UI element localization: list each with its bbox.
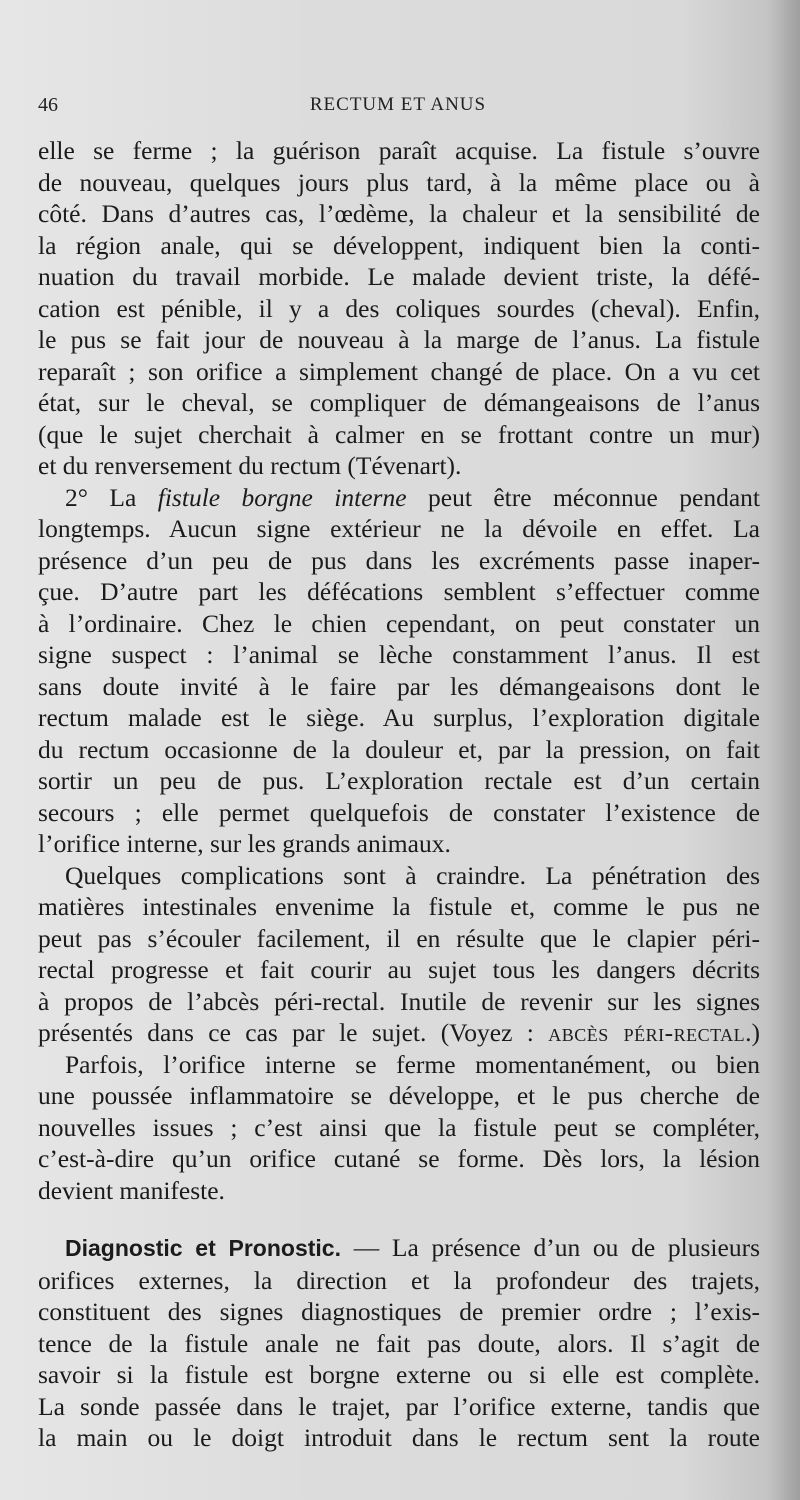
text-line: Parfois, l’orifice interne se ferme momentanément, ou bien — [65, 1049, 760, 1079]
text-line: Quelques complications sont à craindre. La pénétration des — [65, 860, 760, 890]
text-line: peut pas s’écouler facilement, il en résulte que le clapier péri- — [38, 923, 760, 953]
text-line: nouvelles issues ; c’est ainsi que la fistule peut se compléter, — [38, 1112, 760, 1142]
text-line: présence d’un peu de pus dans les excréments passe inaper- — [38, 545, 760, 575]
page-header — [38, 94, 758, 124]
text-line: La sonde passée dans le trajet, par l’orifice externe, tandis que — [38, 1391, 760, 1421]
text-line: c’est-à-dire qu’un orifice cutané se forme. Dès lors, la lésion — [38, 1144, 760, 1173]
list-number: 2° La — [65, 482, 158, 512]
text-line: secours ; elle permet quelquefois de constater l’existence de — [38, 797, 760, 827]
text-line — [38, 482, 760, 514]
text-line: rectal progresse et fait courir au sujet tous les dangers décrits — [38, 955, 760, 984]
text-line: orifices externes, la direction et la profondeur des trajets, — [38, 1265, 760, 1295]
text-line: la région anale, qui se développent, indiquent bien la conti- — [38, 230, 760, 260]
text-line: nuation du travail morbide. Le malade devient triste, la défé- — [38, 262, 760, 291]
text-line: rectum malade est le siège. Au surplus, l’exploration digitale — [38, 703, 760, 732]
text-line — [38, 1017, 760, 1049]
text-span: présentés dans ce cas par le sujet. (Voyez : — [38, 1018, 549, 1047]
text-line: à propos de l’abcès péri-rectal. Inutile de revenir sur les signes — [38, 986, 760, 1016]
text-line: signe suspect : l’animal se lèche constamment l’anus. Il est — [38, 640, 760, 669]
text-line: une poussée inflammatoire se développe, et le pus cherche de — [38, 1081, 760, 1110]
running-head: RECTUM ET ANUS — [309, 94, 487, 115]
text-line: cation est pénible, il y a des coliques sourdes (cheval). Enfin, — [38, 293, 760, 323]
text-line: (que le sujet cherchait à calmer en se frottant contre un mur) — [38, 419, 760, 449]
text-line: longtemps. Aucun signe extérieur ne la dévoile en effet. La — [38, 514, 760, 543]
text-line: reparaît ; son orifice a simplement changé de place. On a vu cet — [38, 356, 760, 386]
text-line: devient manifeste. — [38, 1175, 225, 1205]
text-line: du rectum occasionne de la douleur et, par la pression, on fait — [38, 734, 760, 764]
text-line: le pus se fait jour de nouveau à la marge de l’anus. La fistule — [38, 325, 760, 354]
section-gap — [38, 1206, 760, 1232]
text-line: et du renversement du rectum (Tévenart). — [38, 451, 462, 480]
text-line: constituent des signes diagnostiques de premier ordre ; l’exis- — [38, 1297, 760, 1326]
page-number: 46 — [38, 94, 58, 116]
text-line: côté. Dans d’autres cas, l’œdème, la chaleur et la sensibilité de — [38, 199, 760, 228]
body-text — [38, 135, 760, 1454]
text-span: peut être méconnue pendant — [406, 482, 761, 512]
text-line: de nouveau, quelques jours plus tard, à la même place ou à — [38, 167, 760, 197]
text-line: à l’ordinaire. Chez le chien cependant, on peut constater un — [38, 608, 760, 638]
text-line: la main ou le doigt introduit dans le rectum sent la route — [38, 1423, 760, 1452]
text-line: tence de la fistule anale ne fait pas doute, alors. Il s’agit de — [38, 1328, 760, 1358]
text-line: matières intestinales envenime la fistule et, comme le pus ne — [38, 892, 760, 921]
text-line: état, sur le cheval, se compliquer de démangeaisons de l’anus — [38, 388, 760, 417]
text-span: — La présence d’un ou de plusieurs — [340, 1233, 761, 1262]
text-span: .) — [745, 1018, 761, 1047]
text-line: elle se ferme ; la guérison paraît acquise. La fistule s’ouvre — [38, 136, 760, 165]
section-heading: Diagnostic et Pronostic. — [65, 1235, 341, 1261]
text-line: sortir un peu de pus. L’exploration rectale est d’un certain — [38, 766, 760, 795]
text-line: l’orifice interne, sur les grands animaux. — [38, 829, 451, 858]
text-line: savoir si la fistule est borgne externe ou si elle est complète. — [38, 1360, 760, 1389]
text-line — [38, 1232, 760, 1265]
text-line: sans doute invité à le faire par les démangeaisons dont le — [38, 671, 760, 701]
text-line: çue. D’autre part les défécations semblent s’effectuer comme — [38, 577, 760, 606]
cross-reference: abcès péri-rectal — [548, 1018, 746, 1047]
italic-term: fistule borgne interne — [157, 482, 407, 512]
